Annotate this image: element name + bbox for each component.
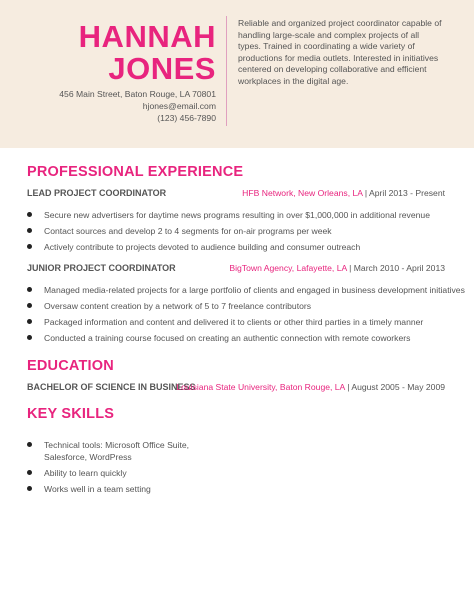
resume-page: HANNAH JONES 456 Main Street, Baton Rouge, LA 70801 hjones@email.com (123) 456-7890 Reliable and organized project coordinator capable of handling large-scale and complex projects of all types. Trained in coordinating a wide variety of productions for media outlets. Interested in initiatives centered on developing collaborative and efficient workplaces in the digital age. PROFESSIONAL EXPERIENCE LEAD PROJECT COORDINATOR HFB Network, New Orleans, LA | April 2013 - Present Secure new advertisers for daytime news programs resulting in over $1,000,000 in additional revenue Contact sources and develop 2 to 4 segments for on-air programs per week Actively contribute to projects devoted to audience building and consumer outreach JUNIOR PROJECT COORDINATOR BigTown Agency, Lafayette, LA | March 2010 - April 2013 Managed media-related projects for a large portfolio of clients and engaged in business development initiatives Oversaw content creation by a network of 5 to 7 freelance contributors Packaged information and content and delivered it to clients or other third parties in a timely manner Conducted a training course focused on creating an authentic connection with remote coworkers EDUCATION BACHELOR OF SCIENCE IN BUSINESS Louisiana State University, Baton Rouge, LA | August 2005 - May 2009 KEY SKILLS Technical tools: Microsoft Office Suite, Salesforce, WordPress Ability to learn quickly Works well in a team setting [0,0,474,613]
job-dates: | March 2010 - April 2013 [346,263,445,273]
job-meta [242,188,445,198]
job-dates: | April 2013 - Present [362,188,445,198]
resume-header [0,0,474,148]
first-name: HANNAH [78,19,216,54]
bullet-icon [27,335,32,340]
job-title: JUNIOR PROJECT COORDINATOR [27,263,176,273]
school: Louisiana State University, Baton Rouge, LA [176,382,345,392]
job-header [27,188,445,200]
education-header [27,382,445,394]
bullet-icon [27,442,32,447]
last-name: JONES [108,51,216,86]
bullet-icon [27,470,32,475]
education-dates: | August 2005 - May 2009 [344,382,445,392]
degree: BACHELOR OF SCIENCE IN BUSINESS [27,382,196,392]
bullet-icon [27,244,32,249]
education-heading: EDUCATION [27,358,114,374]
summary: Reliable and organized project coordinator capable of handling large-scale and complex projects of all types. Trained in coordinating a wide variety of productions for media outlets. Interested in initiatives centered on developing collaborative and efficient workplaces in the digital age. [238,18,442,86]
job-organization: BigTown Agency, Lafayette, LA [229,263,347,273]
skills-heading: KEY SKILLS [27,406,115,422]
bullet-icon [27,486,32,491]
experience-heading: PROFESSIONAL EXPERIENCE [27,164,244,180]
header-divider [226,16,227,126]
job-organization: HFB Network, New Orleans, LA [242,188,363,198]
address: 456 Main Street, Baton Rouge, LA 70801 [59,89,216,99]
phone: (123) 456-7890 [157,113,216,123]
email: hjones@email.com [142,101,216,111]
bullet-icon [27,303,32,308]
job-meta [229,263,445,273]
bullet-icon [27,212,32,217]
job-title: LEAD PROJECT COORDINATOR [27,188,167,198]
education-meta [176,382,445,392]
bullet-icon [27,287,32,292]
bullet-icon [27,319,32,324]
bullet-icon [27,228,32,233]
job-header [27,263,445,275]
